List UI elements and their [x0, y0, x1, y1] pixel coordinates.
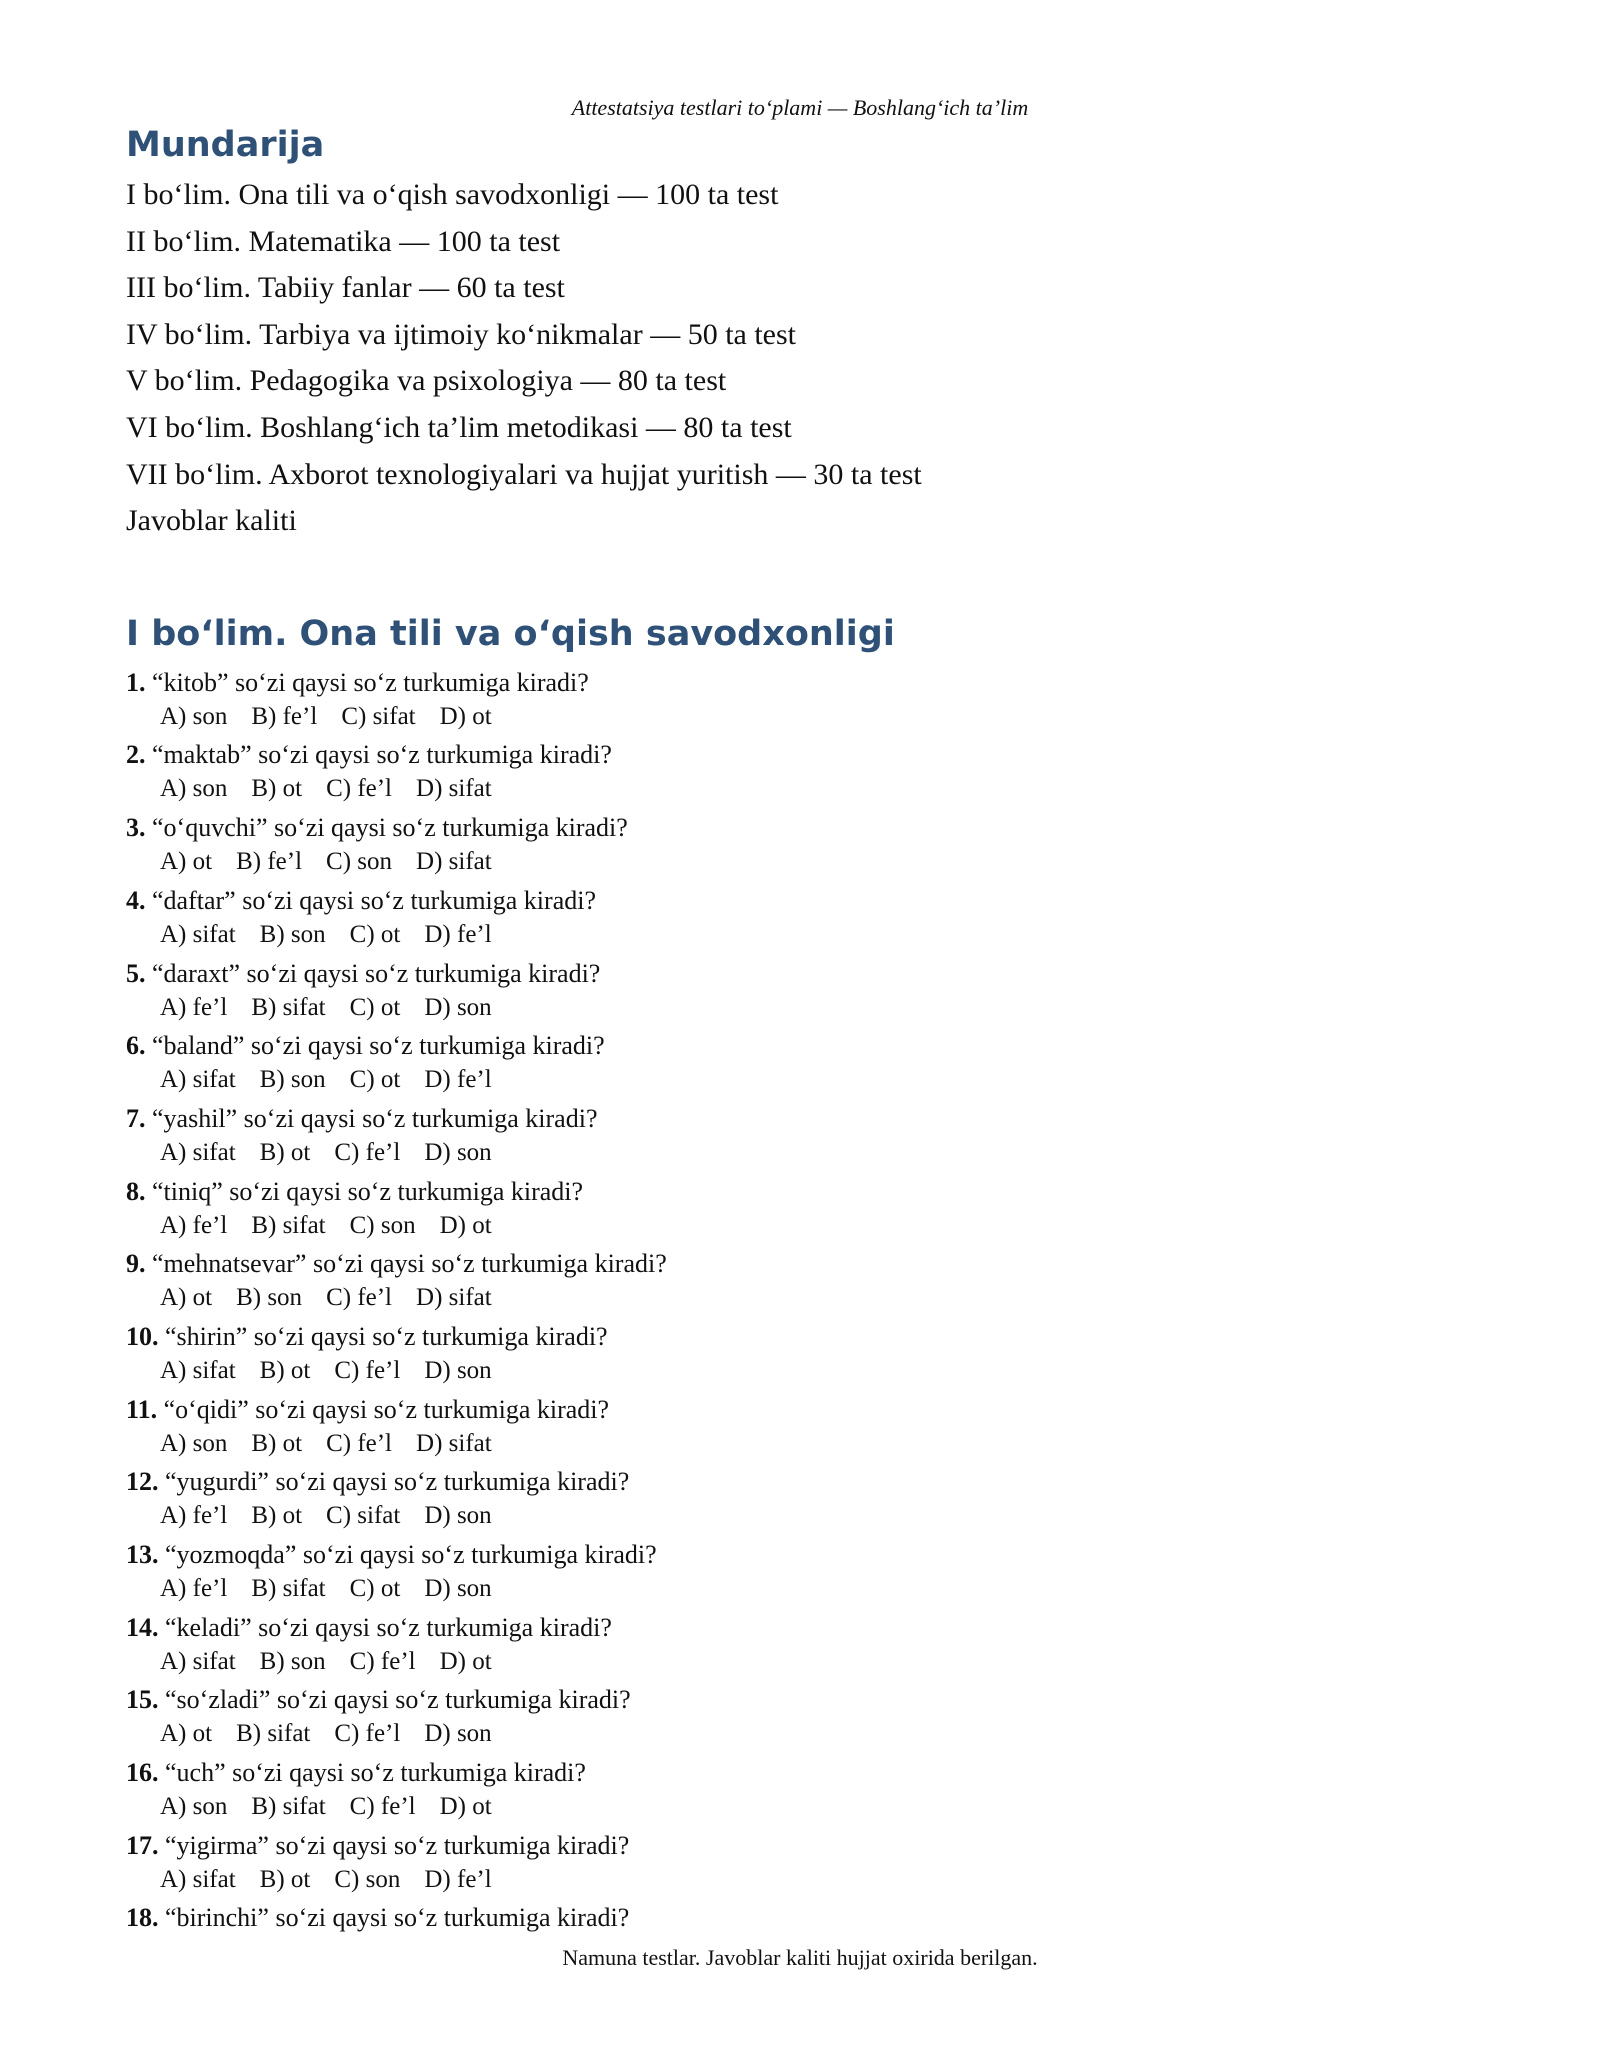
question-number: 2.: [126, 740, 146, 770]
answer-option: A) son: [160, 775, 228, 803]
answer-options: [126, 1864, 1466, 1896]
toc-item: IV bo‘lim. Tarbiya va ijtimoiy ko‘nikmalar — 50 ta test: [126, 317, 797, 351]
answer-option: A) sifat: [160, 1865, 236, 1893]
question-item: [126, 737, 1466, 810]
answer-option: A) son: [160, 1793, 228, 1821]
answer-options: [126, 1791, 1466, 1823]
answer-option: A) sifat: [160, 1066, 236, 1094]
answer-option: D) fe’l: [424, 1865, 492, 1893]
question-number: 11.: [126, 1394, 158, 1424]
answer-option: C) sifat: [341, 702, 416, 730]
toc-item: III bo‘lim. Tabiiy fanlar — 60 ta test: [126, 271, 565, 305]
answer-option: C) fe’l: [349, 1793, 416, 1821]
answer-options: [126, 701, 1466, 733]
answer-option: B) son: [236, 1284, 303, 1312]
answer-option: B) ot: [259, 1138, 311, 1166]
question-line: [126, 1464, 1466, 1500]
question-number: 17.: [126, 1830, 159, 1860]
answer-option: A) son: [160, 1429, 228, 1457]
question-text: “keladi” so‘zi qaysi so‘z turkumiga kiradi?: [165, 1612, 612, 1642]
toc-item: VI bo‘lim. Boshlang‘ich ta’lim metodikasi — 80 ta test: [126, 410, 792, 444]
question-item: [126, 1464, 1466, 1537]
question-number: 4.: [126, 885, 146, 915]
answer-option: C) ot: [349, 1066, 401, 1094]
answer-options: [126, 1573, 1466, 1605]
page-content: [126, 120, 1466, 1973]
answer-option: C) fe’l: [326, 775, 393, 803]
answer-options: [126, 1210, 1466, 1242]
question-line: [126, 1900, 1466, 1936]
answer-options: [126, 1064, 1466, 1096]
question-number: 9.: [126, 1249, 146, 1279]
answer-option: B) sifat: [236, 1720, 311, 1748]
toc-title: Mundarija: [126, 125, 325, 165]
answer-option: D) ot: [439, 1211, 492, 1239]
answer-option: B) sifat: [251, 1575, 326, 1602]
answer-options: [126, 1718, 1466, 1750]
question-line: [126, 1319, 1466, 1355]
section-title: I bo‘lim. Ona tili va o‘qish savodxonligi: [126, 613, 895, 654]
question-line: [126, 1392, 1466, 1428]
question-number: 14.: [126, 1612, 159, 1642]
answer-option: D) son: [424, 1720, 492, 1748]
question-line: [126, 810, 1466, 846]
answer-option: D) son: [424, 1575, 492, 1602]
toc-item: I bo‘lim. Ona tili va o‘qish savodxonligi — 100 ta test: [126, 178, 779, 211]
answer-option: A) sifat: [160, 920, 236, 948]
table-of-contents: [126, 172, 1466, 545]
answer-option: C) ot: [349, 920, 401, 948]
question-item: [126, 1246, 1466, 1319]
question-text: “o‘quvchi” so‘zi qaysi so‘z turkumiga kiradi?: [152, 813, 628, 843]
question-line: [126, 1028, 1466, 1064]
answer-option: D) son: [424, 1138, 492, 1166]
answer-option: D) son: [424, 993, 492, 1021]
answer-option: C) son: [334, 1865, 401, 1893]
answer-options: [126, 1428, 1466, 1460]
answer-options: [126, 1282, 1466, 1314]
answer-option: B) ot: [251, 1429, 303, 1457]
question-text: “o‘qidi” so‘zi qaysi so‘z turkumiga kiradi?: [163, 1394, 610, 1424]
answer-option: A) sifat: [160, 1138, 236, 1166]
question-text: “mehnatsevar” so‘zi qaysi so‘z turkumiga kiradi?: [152, 1249, 667, 1279]
answer-options: [126, 919, 1466, 951]
answer-option: D) ot: [439, 702, 492, 730]
question-text: “shirin” so‘zi qaysi so‘z turkumiga kiradi?: [165, 1321, 608, 1351]
question-text: “daftar” so‘zi qaysi so‘z turkumiga kiradi?: [152, 885, 596, 915]
answer-options: [126, 773, 1466, 805]
question-line: [126, 1682, 1466, 1718]
question-item: [126, 1392, 1466, 1465]
answer-option: A) ot: [160, 1720, 213, 1748]
question-item: [126, 810, 1466, 883]
answer-option: D) fe’l: [424, 920, 492, 948]
question-item: [126, 1028, 1466, 1101]
question-number: 5.: [126, 958, 146, 988]
answer-option: A) fe’l: [160, 1502, 228, 1530]
answer-option: D) sifat: [416, 775, 492, 803]
question-item: [126, 665, 1466, 738]
question-item: [126, 1755, 1466, 1828]
question-number: 7.: [126, 1103, 146, 1133]
question-number: 18.: [126, 1903, 159, 1933]
answer-option: B) fe’l: [251, 702, 318, 730]
question-number: 15.: [126, 1685, 159, 1715]
answer-option: B) son: [259, 1066, 326, 1094]
question-line: [126, 1828, 1466, 1864]
answer-option: D) son: [424, 1356, 492, 1384]
question-line: [126, 1537, 1466, 1573]
answer-option: A) ot: [160, 848, 213, 876]
answer-option: C) fe’l: [334, 1720, 401, 1748]
answer-options: [126, 1355, 1466, 1387]
question-item: [126, 883, 1466, 956]
question-number: 8.: [126, 1176, 146, 1206]
question-item: [126, 956, 1466, 1029]
running-footer: Namuna testlar. Javoblar kaliti hujjat oxirida berilgan.: [562, 1945, 1038, 1970]
question-line: [126, 1610, 1466, 1646]
toc-item: II bo‘lim. Matematika — 100 ta test: [126, 224, 561, 258]
answer-option: D) ot: [439, 1793, 492, 1821]
answer-option: C) son: [326, 848, 393, 876]
question-line: [126, 665, 1466, 701]
question-number: 13.: [126, 1540, 159, 1569]
question-number: 16.: [126, 1758, 159, 1788]
toc-item: VII bo‘lim. Axborot texnologiyalari va hujjat yuritish — 30 ta test: [126, 457, 922, 491]
answer-option: B) son: [259, 1647, 326, 1675]
question-number: 1.: [126, 667, 146, 697]
answer-option: B) ot: [251, 775, 303, 803]
question-item: [126, 1101, 1466, 1174]
answer-option: C) fe’l: [349, 1647, 416, 1675]
toc-item: Javoblar kaliti: [126, 504, 297, 538]
answer-option: B) sifat: [251, 1211, 326, 1239]
answer-option: A) fe’l: [160, 993, 228, 1021]
question-item: [126, 1319, 1466, 1392]
answer-option: D) fe’l: [424, 1066, 492, 1094]
answer-option: A) sifat: [160, 1647, 236, 1675]
question-line: [126, 883, 1466, 919]
answer-option: A) fe’l: [160, 1575, 228, 1602]
question-list: [126, 665, 1466, 1973]
question-line: [126, 956, 1466, 992]
question-item: [126, 1174, 1466, 1247]
answer-option: A) son: [160, 702, 228, 730]
answer-options: [126, 1137, 1466, 1169]
answer-option: C) sifat: [326, 1502, 401, 1530]
question-item: [126, 1537, 1466, 1610]
question-text: “daraxt” so‘zi qaysi so‘z turkumiga kiradi?: [152, 958, 601, 988]
toc-item: V bo‘lim. Pedagogika va psixologiya — 80 ta test: [126, 364, 727, 398]
question-text: “yashil” so‘zi qaysi so‘z turkumiga kiradi?: [152, 1103, 598, 1133]
answer-option: C) son: [349, 1211, 416, 1239]
answer-options: [126, 1646, 1466, 1678]
answer-option: D) ot: [439, 1647, 492, 1675]
answer-options: [126, 1500, 1466, 1532]
answer-option: C) fe’l: [334, 1138, 401, 1166]
question-text: “yugurdi” so‘zi qaysi so‘z turkumiga kiradi?: [165, 1467, 630, 1497]
answer-option: C) fe’l: [326, 1284, 393, 1312]
answer-option: B) fe’l: [236, 848, 303, 876]
answer-option: C) ot: [349, 993, 401, 1021]
question-item: [126, 1610, 1466, 1683]
answer-option: D) sifat: [416, 848, 492, 876]
answer-option: A) ot: [160, 1284, 213, 1312]
answer-option: A) sifat: [160, 1356, 236, 1384]
question-text: “yozmoqda” so‘zi qaysi so‘z turkumiga kiradi?: [165, 1540, 657, 1569]
question-line: [126, 1174, 1466, 1210]
question-number: 12.: [126, 1467, 159, 1497]
answer-option: B) son: [259, 920, 326, 948]
answer-options: [126, 992, 1466, 1024]
answer-option: B) ot: [251, 1502, 303, 1530]
answer-option: B) ot: [259, 1356, 311, 1384]
question-text: “tiniq” so‘zi qaysi so‘z turkumiga kiradi?: [152, 1176, 584, 1206]
question-text: “so‘zladi” so‘zi qaysi so‘z turkumiga kiradi?: [165, 1685, 631, 1715]
answer-option: C) ot: [349, 1575, 401, 1602]
question-line: [126, 1101, 1466, 1137]
question-text: “yigirma” so‘zi qaysi so‘z turkumiga kiradi?: [165, 1830, 630, 1860]
question-text: “birinchi” so‘zi qaysi so‘z turkumiga kiradi?: [165, 1903, 630, 1933]
answer-option: A) fe’l: [160, 1211, 228, 1239]
question-text: “maktab” so‘zi qaysi so‘z turkumiga kiradi?: [152, 740, 612, 770]
question-number: 10.: [126, 1321, 159, 1351]
answer-option: B) sifat: [251, 1793, 326, 1821]
answer-options: [126, 846, 1466, 878]
answer-option: D) sifat: [416, 1429, 492, 1457]
question-line: [126, 737, 1466, 773]
question-item: [126, 1682, 1466, 1755]
question-line: [126, 1755, 1466, 1791]
question-text: “kitob” so‘zi qaysi so‘z turkumiga kiradi?: [152, 667, 589, 697]
question-number: 3.: [126, 813, 146, 843]
question-item: [126, 1828, 1466, 1901]
question-number: 6.: [126, 1031, 146, 1061]
question-text: “uch” so‘zi qaysi so‘z turkumiga kiradi?: [165, 1758, 586, 1788]
question-line: [126, 1246, 1466, 1282]
answer-option: C) fe’l: [326, 1429, 393, 1457]
question-text: “baland” so‘zi qaysi so‘z turkumiga kiradi?: [152, 1031, 605, 1061]
running-header: Attestatsiya testlari to‘plami — Boshlang‘ich ta’lim: [571, 95, 1029, 120]
answer-option: D) sifat: [416, 1284, 492, 1312]
answer-option: B) ot: [259, 1865, 311, 1893]
answer-option: B) sifat: [251, 993, 326, 1021]
answer-option: D) son: [424, 1502, 492, 1530]
answer-option: C) fe’l: [334, 1356, 401, 1384]
